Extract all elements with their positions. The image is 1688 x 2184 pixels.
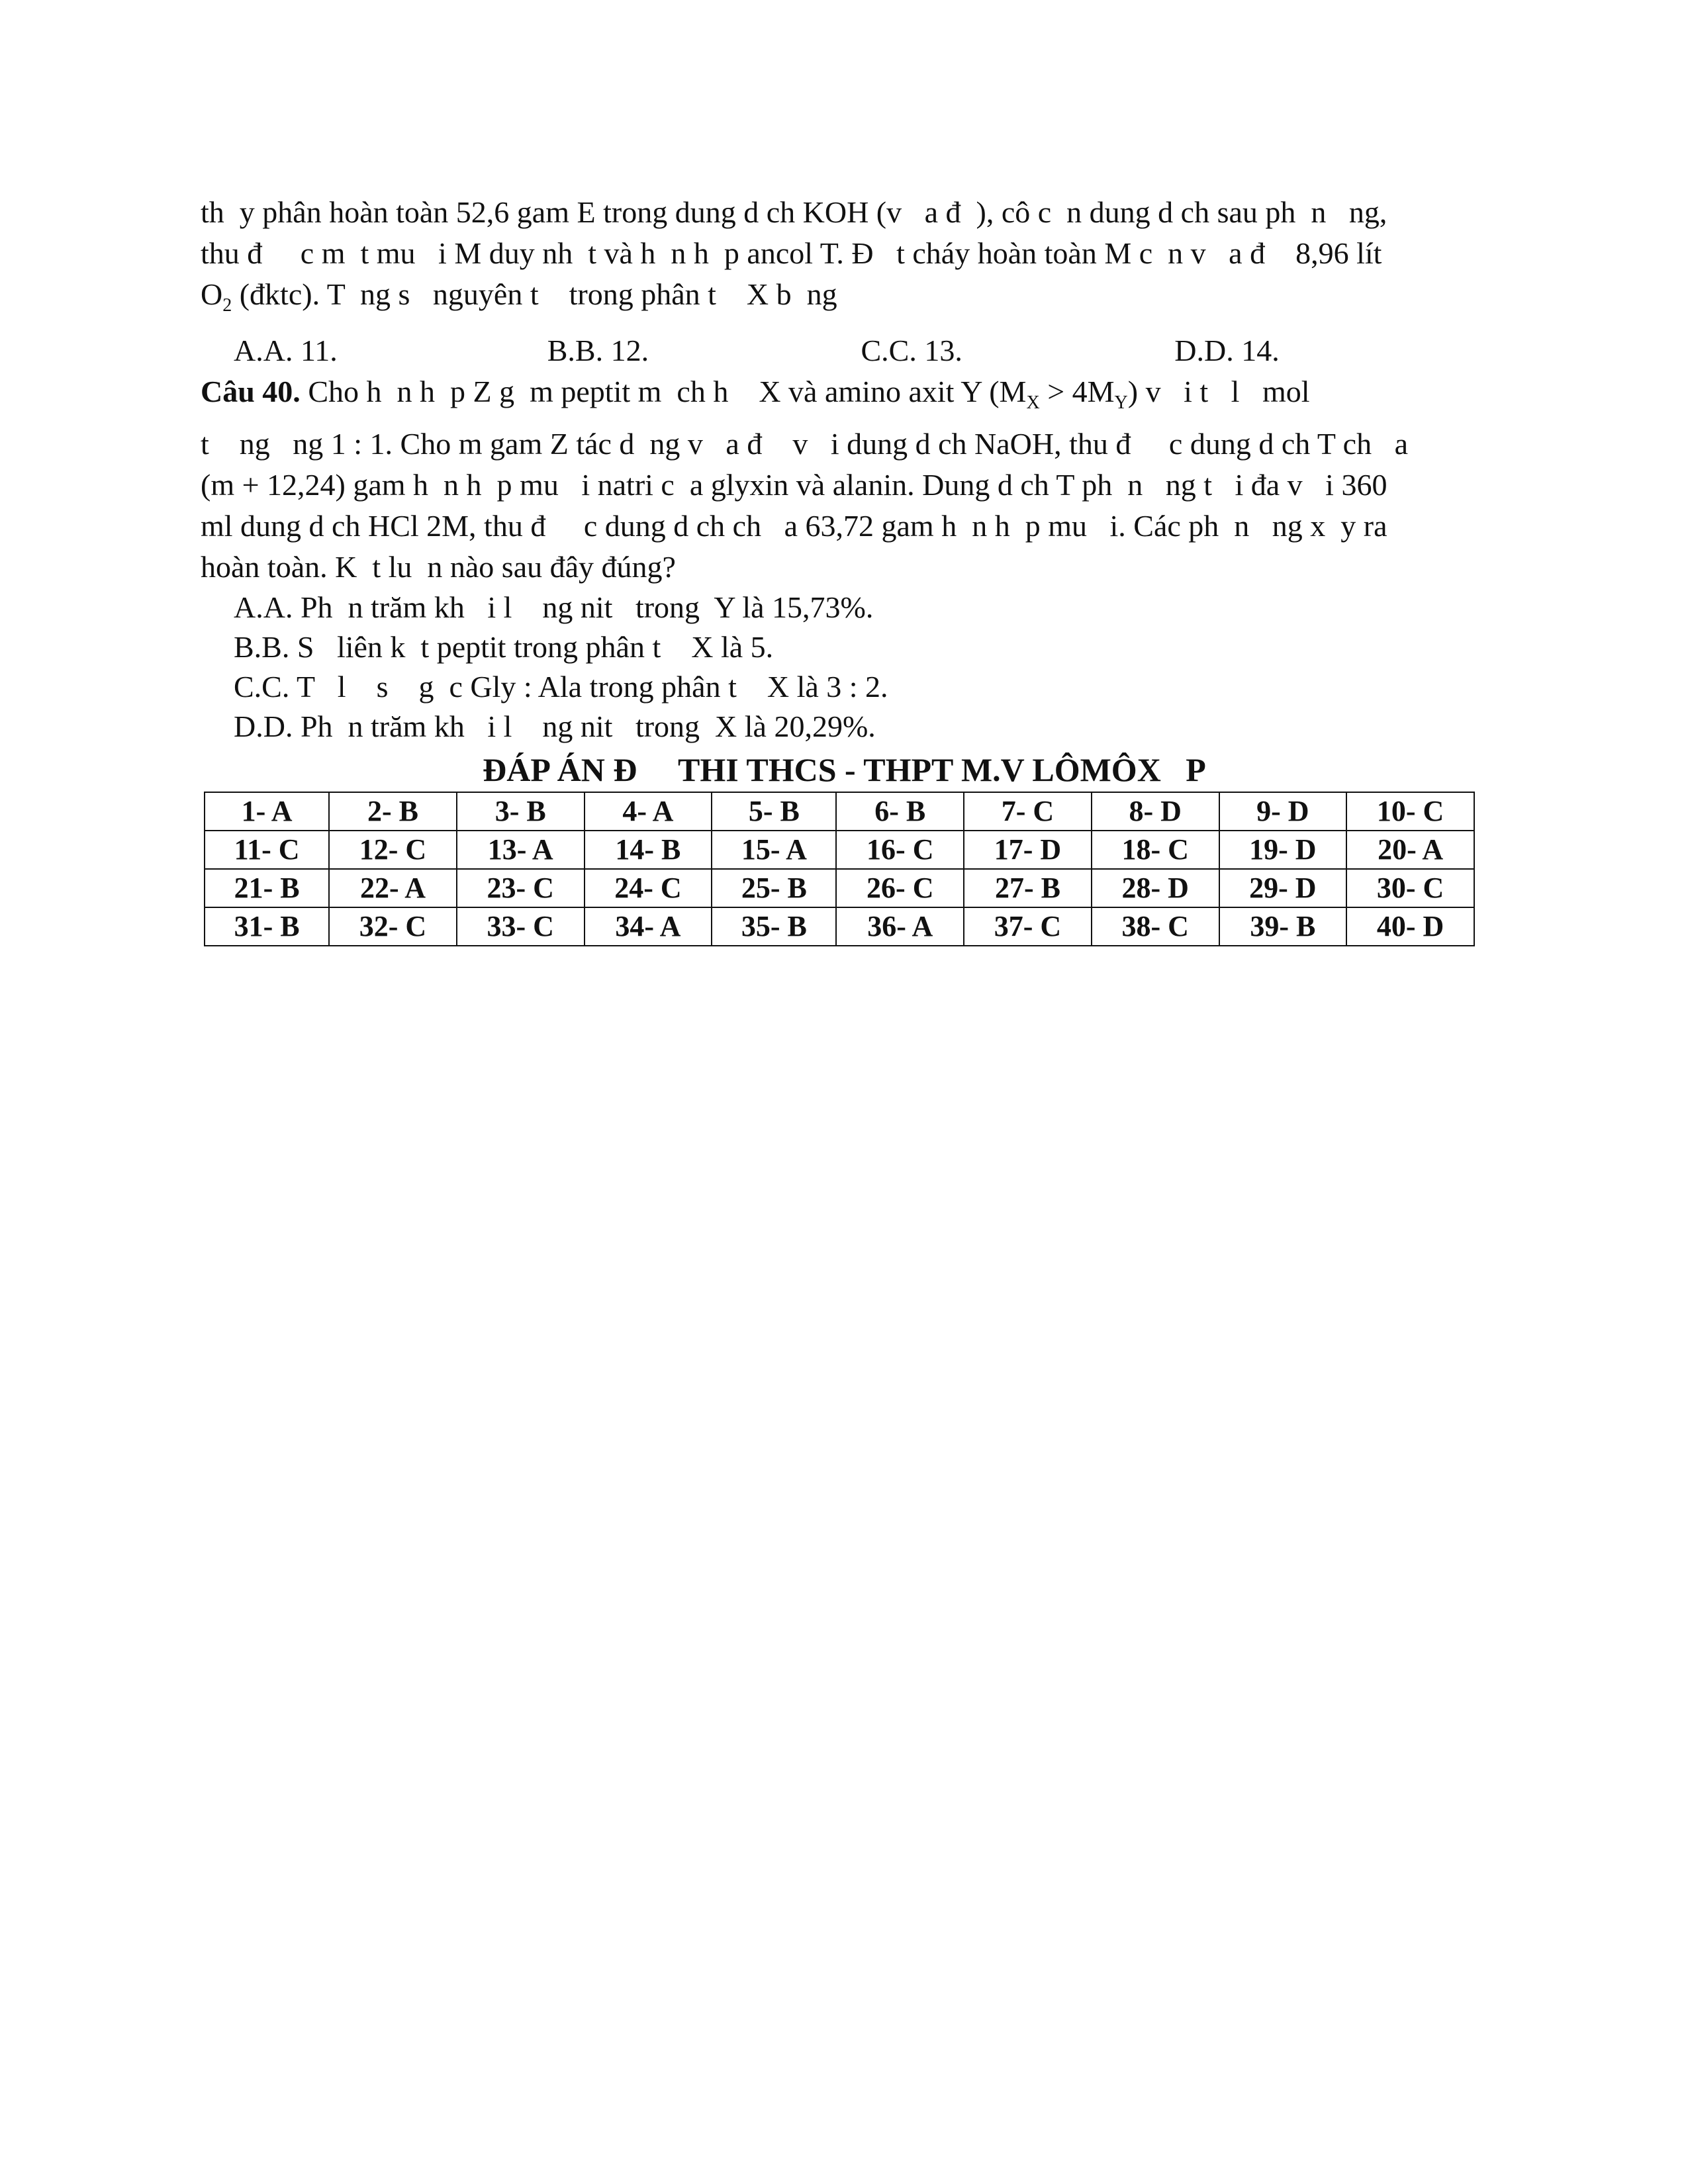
q39-option-a: A.A. 11.	[234, 334, 338, 367]
oxygen-symbol: O	[201, 277, 223, 311]
q40-label: Câu 40.	[201, 375, 301, 408]
q39-option-d: D.D. 14.	[1174, 334, 1280, 367]
answer-cell: 4- A	[585, 792, 712, 831]
q40-formula-sub-x: X	[1026, 392, 1040, 413]
q39-options	[201, 330, 1488, 371]
q40-formula-open: (M	[989, 375, 1027, 408]
answer-cell: 24- C	[585, 869, 712, 907]
answer-cell: 27- B	[964, 869, 1092, 907]
answer-cell: 17- D	[964, 831, 1092, 869]
answer-row	[205, 792, 1474, 831]
answer-cell: 30- C	[1346, 869, 1474, 907]
q40-text-line-5: hoàn toàn. K t lu n nào sau đây đúng?	[201, 550, 676, 584]
answer-cell: 22- A	[329, 869, 457, 907]
answer-key-title: ĐÁP ÁN Đ THI THCS - THPT M.V LÔMÔX P	[483, 751, 1206, 788]
answer-cell: 12- C	[329, 831, 457, 869]
q39-text-line-2: thu đ c m t mu i M duy nh t và h n h p ancol T. Đ t cháy hoàn toàn M c n v a đ 8,96 lít	[201, 236, 1382, 270]
answer-cell: 31- B	[205, 907, 329, 946]
answer-cell: 8- D	[1092, 792, 1219, 831]
answer-cell: 20- A	[1346, 831, 1474, 869]
answer-cell: 35- B	[712, 907, 836, 946]
answer-cell: 33- C	[457, 907, 585, 946]
answer-cell: 40- D	[1346, 907, 1474, 946]
answer-row	[205, 869, 1474, 907]
q40-formula-mid: > 4M	[1039, 375, 1115, 408]
answer-cell: 18- C	[1092, 831, 1219, 869]
answer-cell: 19- D	[1219, 831, 1347, 869]
answer-cell: 7- C	[964, 792, 1092, 831]
q39-text-line-3-rest: (đktc). T ng s nguyên t trong phân t X b ng	[232, 277, 837, 311]
answer-row	[205, 831, 1474, 869]
answer-cell: 36- A	[836, 907, 964, 946]
q40-text-line-2: t ng ng 1 : 1. Cho m gam Z tác d ng v a đ v i dung d ch NaOH, thu đ c dung d ch T ch a	[201, 427, 1409, 461]
q40-option-b: B.B. S liên k t peptit trong phân t X là 5.	[234, 630, 774, 664]
answer-cell: 26- C	[836, 869, 964, 907]
answer-cell: 23- C	[457, 869, 585, 907]
answer-cell: 1- A	[205, 792, 329, 831]
q40-option-d: D.D. Ph n trăm kh i l ng nit trong X là 20,29%.	[234, 709, 876, 743]
answer-cell: 29- D	[1219, 869, 1347, 907]
answer-cell: 39- B	[1219, 907, 1347, 946]
answer-cell: 5- B	[712, 792, 836, 831]
answer-cell: 11- C	[205, 831, 329, 869]
q40-text-line-1	[201, 371, 1488, 424]
answer-cell: 2- B	[329, 792, 457, 831]
answer-cell: 16- C	[836, 831, 964, 869]
answer-cell: 13- A	[457, 831, 585, 869]
q40-formula-sub-y: Y	[1114, 392, 1128, 413]
answer-key-table	[204, 792, 1475, 946]
answer-cell: 21- B	[205, 869, 329, 907]
oxygen-subscript: 2	[222, 295, 232, 316]
answer-row	[205, 907, 1474, 946]
answer-cell: 10- C	[1346, 792, 1474, 831]
answer-cell: 34- A	[585, 907, 712, 946]
q40-line-1-text: Cho h n h p Z g m peptit m ch h X và amino axit Y	[300, 375, 990, 408]
q39-option-c: C.C. 13.	[861, 334, 962, 367]
q40-option-a: A.A. Ph n trăm kh i l ng nit trong Y là 15,73%.	[234, 590, 874, 624]
answer-cell: 28- D	[1092, 869, 1219, 907]
answer-cell: 15- A	[712, 831, 836, 869]
answer-cell: 14- B	[585, 831, 712, 869]
answer-cell: 9- D	[1219, 792, 1347, 831]
answer-cell: 6- B	[836, 792, 964, 831]
q39-text-line-1: th y phân hoàn toàn 52,6 gam E trong dung d ch KOH (v a đ ), cô c n dung d ch sau ph n ng,	[201, 195, 1387, 229]
document-page	[201, 192, 1488, 946]
q40-option-c: C.C. T l s g c Gly : Ala trong phân t X là 3 : 2.	[234, 670, 888, 704]
answer-cell: 3- B	[457, 792, 585, 831]
answer-cell: 38- C	[1092, 907, 1219, 946]
answer-cell: 37- C	[964, 907, 1092, 946]
answer-cell: 32- C	[329, 907, 457, 946]
q40-line-1-end: ) v i t l mol	[1127, 375, 1310, 408]
q39-option-b: B.B. 12.	[547, 334, 649, 367]
q39-text-line-3	[201, 274, 1488, 326]
answer-cell: 25- B	[712, 869, 836, 907]
q40-text-line-3: (m + 12,24) gam h n h p mu i natri c a glyxin và alanin. Dung d ch T ph n ng t i đa v i 360	[201, 468, 1387, 502]
q40-text-line-4: ml dung d ch HCl 2M, thu đ c dung d ch ch a 63,72 gam h n h p mu i. Các ph n ng x y ra	[201, 509, 1387, 543]
